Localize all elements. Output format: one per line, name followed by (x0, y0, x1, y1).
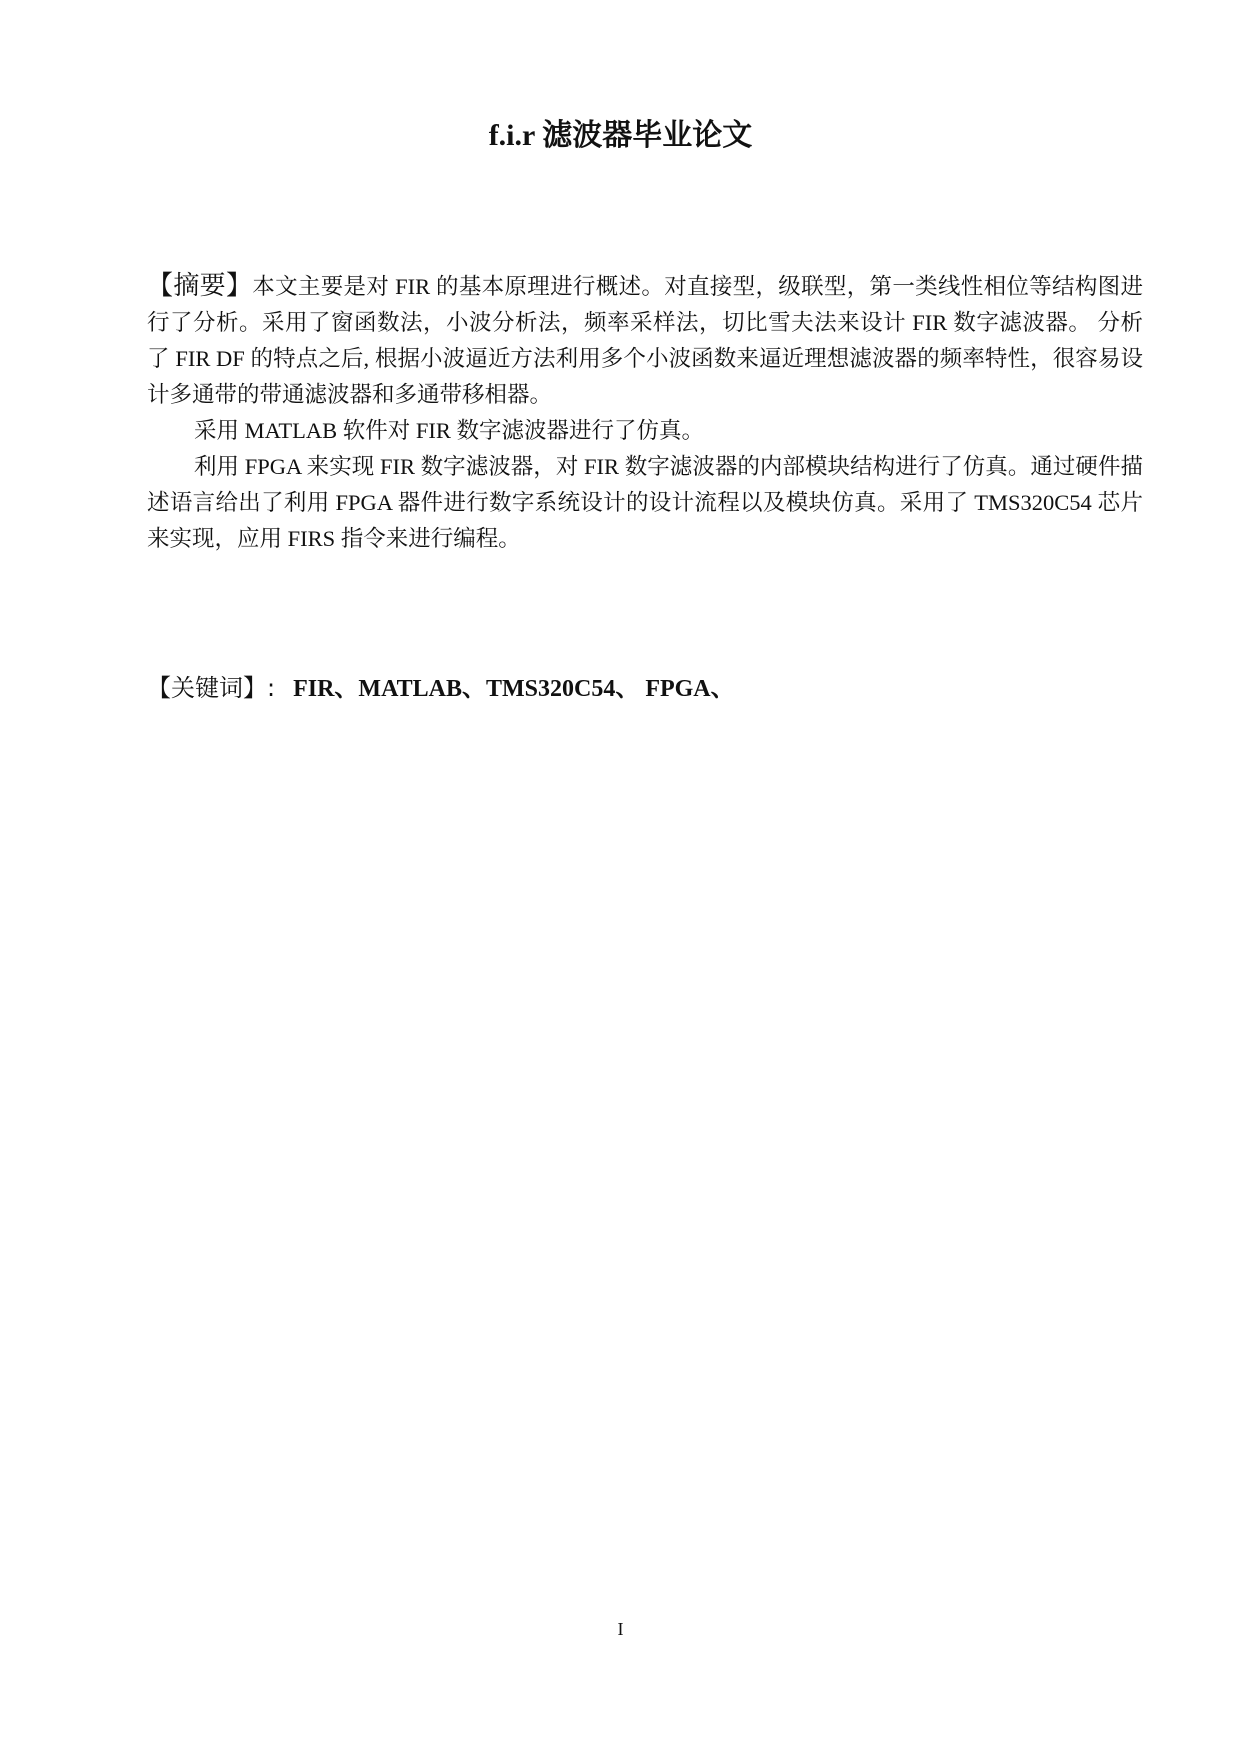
abstract-label: 【摘要】 (147, 271, 253, 301)
page-number: I (617, 1619, 624, 1639)
abstract-text-1: 本文主要是对 FIR 的基本原理进行概述。对直接型，级联型，第一类线性相位等结构图进行了分析。采用了窗函数法，小波分析法，频率采样法，切比雪夫法来设计 FIR 数字滤波器。 分析了 FIR DF 的特点之后, 根据小波逼近方法利用多个小波函数来逼近理想滤波器的频率特性，很容易设计多通带的带通滤波器和多通带移相器。 (147, 274, 1143, 407)
keywords-label: 【关键词】: (147, 674, 276, 702)
abstract-paragraph-1 (147, 268, 1143, 413)
keywords-values: FIR、MATLAB、TMS320C54、 FPGA、 (293, 676, 735, 702)
abstract-paragraph-2: 采用 MATLAB 软件对 FIR 数字滤波器进行了仿真。 (194, 418, 705, 443)
keywords-section (147, 670, 1143, 707)
abstract-paragraph-3: 利用 FPGA 来实现 FIR 数字滤波器，对 FIR 数字滤波器的内部模块结构进行了仿真。通过硬件描述语言给出了利用 FPGA 器件进行数字系统设计的设计流程以及模块仿真。采用了 TMS320C54 芯片来实现，应用 FIRS 指令来进行编程。 (147, 454, 1143, 551)
abstract-section (147, 268, 1143, 557)
document-title: f.i.r 滤波器毕业论文 (488, 119, 753, 152)
